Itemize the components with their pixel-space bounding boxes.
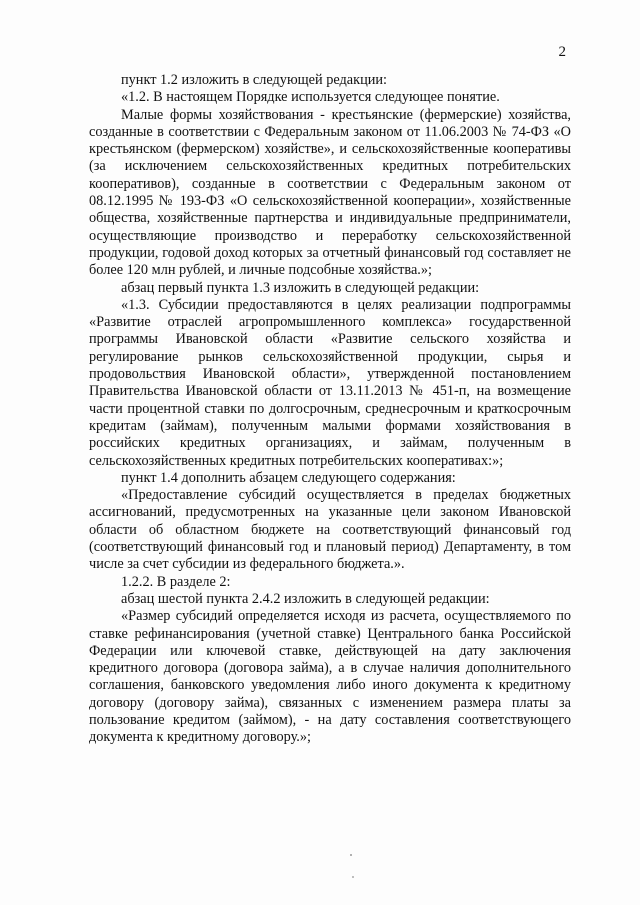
paragraph-2: «1.2. В настоящем Порядке используется следующее понятие. <box>121 89 500 106</box>
paragraph-10: «Размер субсидий определяется исходя из расчета, осуществляемого по ставке рефинансирования (учетной ставке) Центрального банка Российской Федерации или ключевой ставке, действующей на дату заключения кредитного договора (договора займа), а в случае наличия дополнительного соглашения, банковского уведомления либо иного документа к кредитному договору (договору займа), связанных с изменением размера платы за пользование кредитом (займом), - на дату составления соответствующего документа к кредитному договору.»; <box>89 608 571 746</box>
paragraph-7: «Предоставление субсидий осуществляется в пределах бюджетных ассигнований, предусмотренных на указанные цели законом Ивановской области об областном бюджете на соответствующий финансовый год (соответствующий финансовый год и плановый период) Департаменту, в том числе за счет субсидии из федерального бюджета.». <box>89 487 571 573</box>
paragraph-5: «1.3. Субсидии предоставляются в целях реализации подпрограммы «Развитие отраслей агропромышленного комплекса» государственной программы Ивановской области «Развитие сельского хозяйства и регулирование рынков сельскохозяйственной продукции, сырья и продовольствия Ивановской области», утвержденной постановлением Правительства Ивановской области от 13.11.2013 № 451-п, на возмещение части процентной ставки по долгосрочным, среднесрочным и краткосрочным кредитам (займам), полученным малыми формами хозяйствования в российских кредитных организациях, и займам, полученным в сельскохозяйственных кредитных потребительских кооперативах:»; <box>89 296 571 469</box>
page-number: 2 <box>558 44 566 60</box>
scan-speck <box>352 876 354 878</box>
paragraph-3: Малые формы хозяйствования - крестьянские (фермерские) хозяйства, созданные в соответствии с Федеральным законом от 11.06.2003 № 74-ФЗ «О крестьянском (фермерском) хозяйстве», и сельскохозяйственные кооперативы (за исключением сельскохозяйственных кредитных потребительских кооперативов), созданные в соответствии с Федеральным законом от 08.12.1995 № 193-ФЗ «О сельскохозяйственной кооперации», хозяйственные общества, хозяйственные партнерства и индивидуальные предприниматели, осуществляющие производство и переработку сельскохозяйственной продукции, годовой доход которых за отчетный финансовый год составляет не более 120 млн рублей, и личные подсобные хозяйства.»; <box>89 106 571 279</box>
document-body <box>89 72 571 747</box>
scan-speck <box>350 854 352 856</box>
paragraph-4: абзац первый пункта 1.3 изложить в следующей редакции: <box>121 279 480 296</box>
paragraph-9: абзац шестой пункта 2.4.2 изложить в следующей редакции: <box>121 590 490 607</box>
paragraph-8: 1.2.2. В разделе 2: <box>121 573 231 590</box>
paragraph-1: пункт 1.2 изложить в следующей редакции: <box>121 72 388 88</box>
paragraph-6: пункт 1.4 дополнить абзацем следующего содержания: <box>121 469 456 486</box>
